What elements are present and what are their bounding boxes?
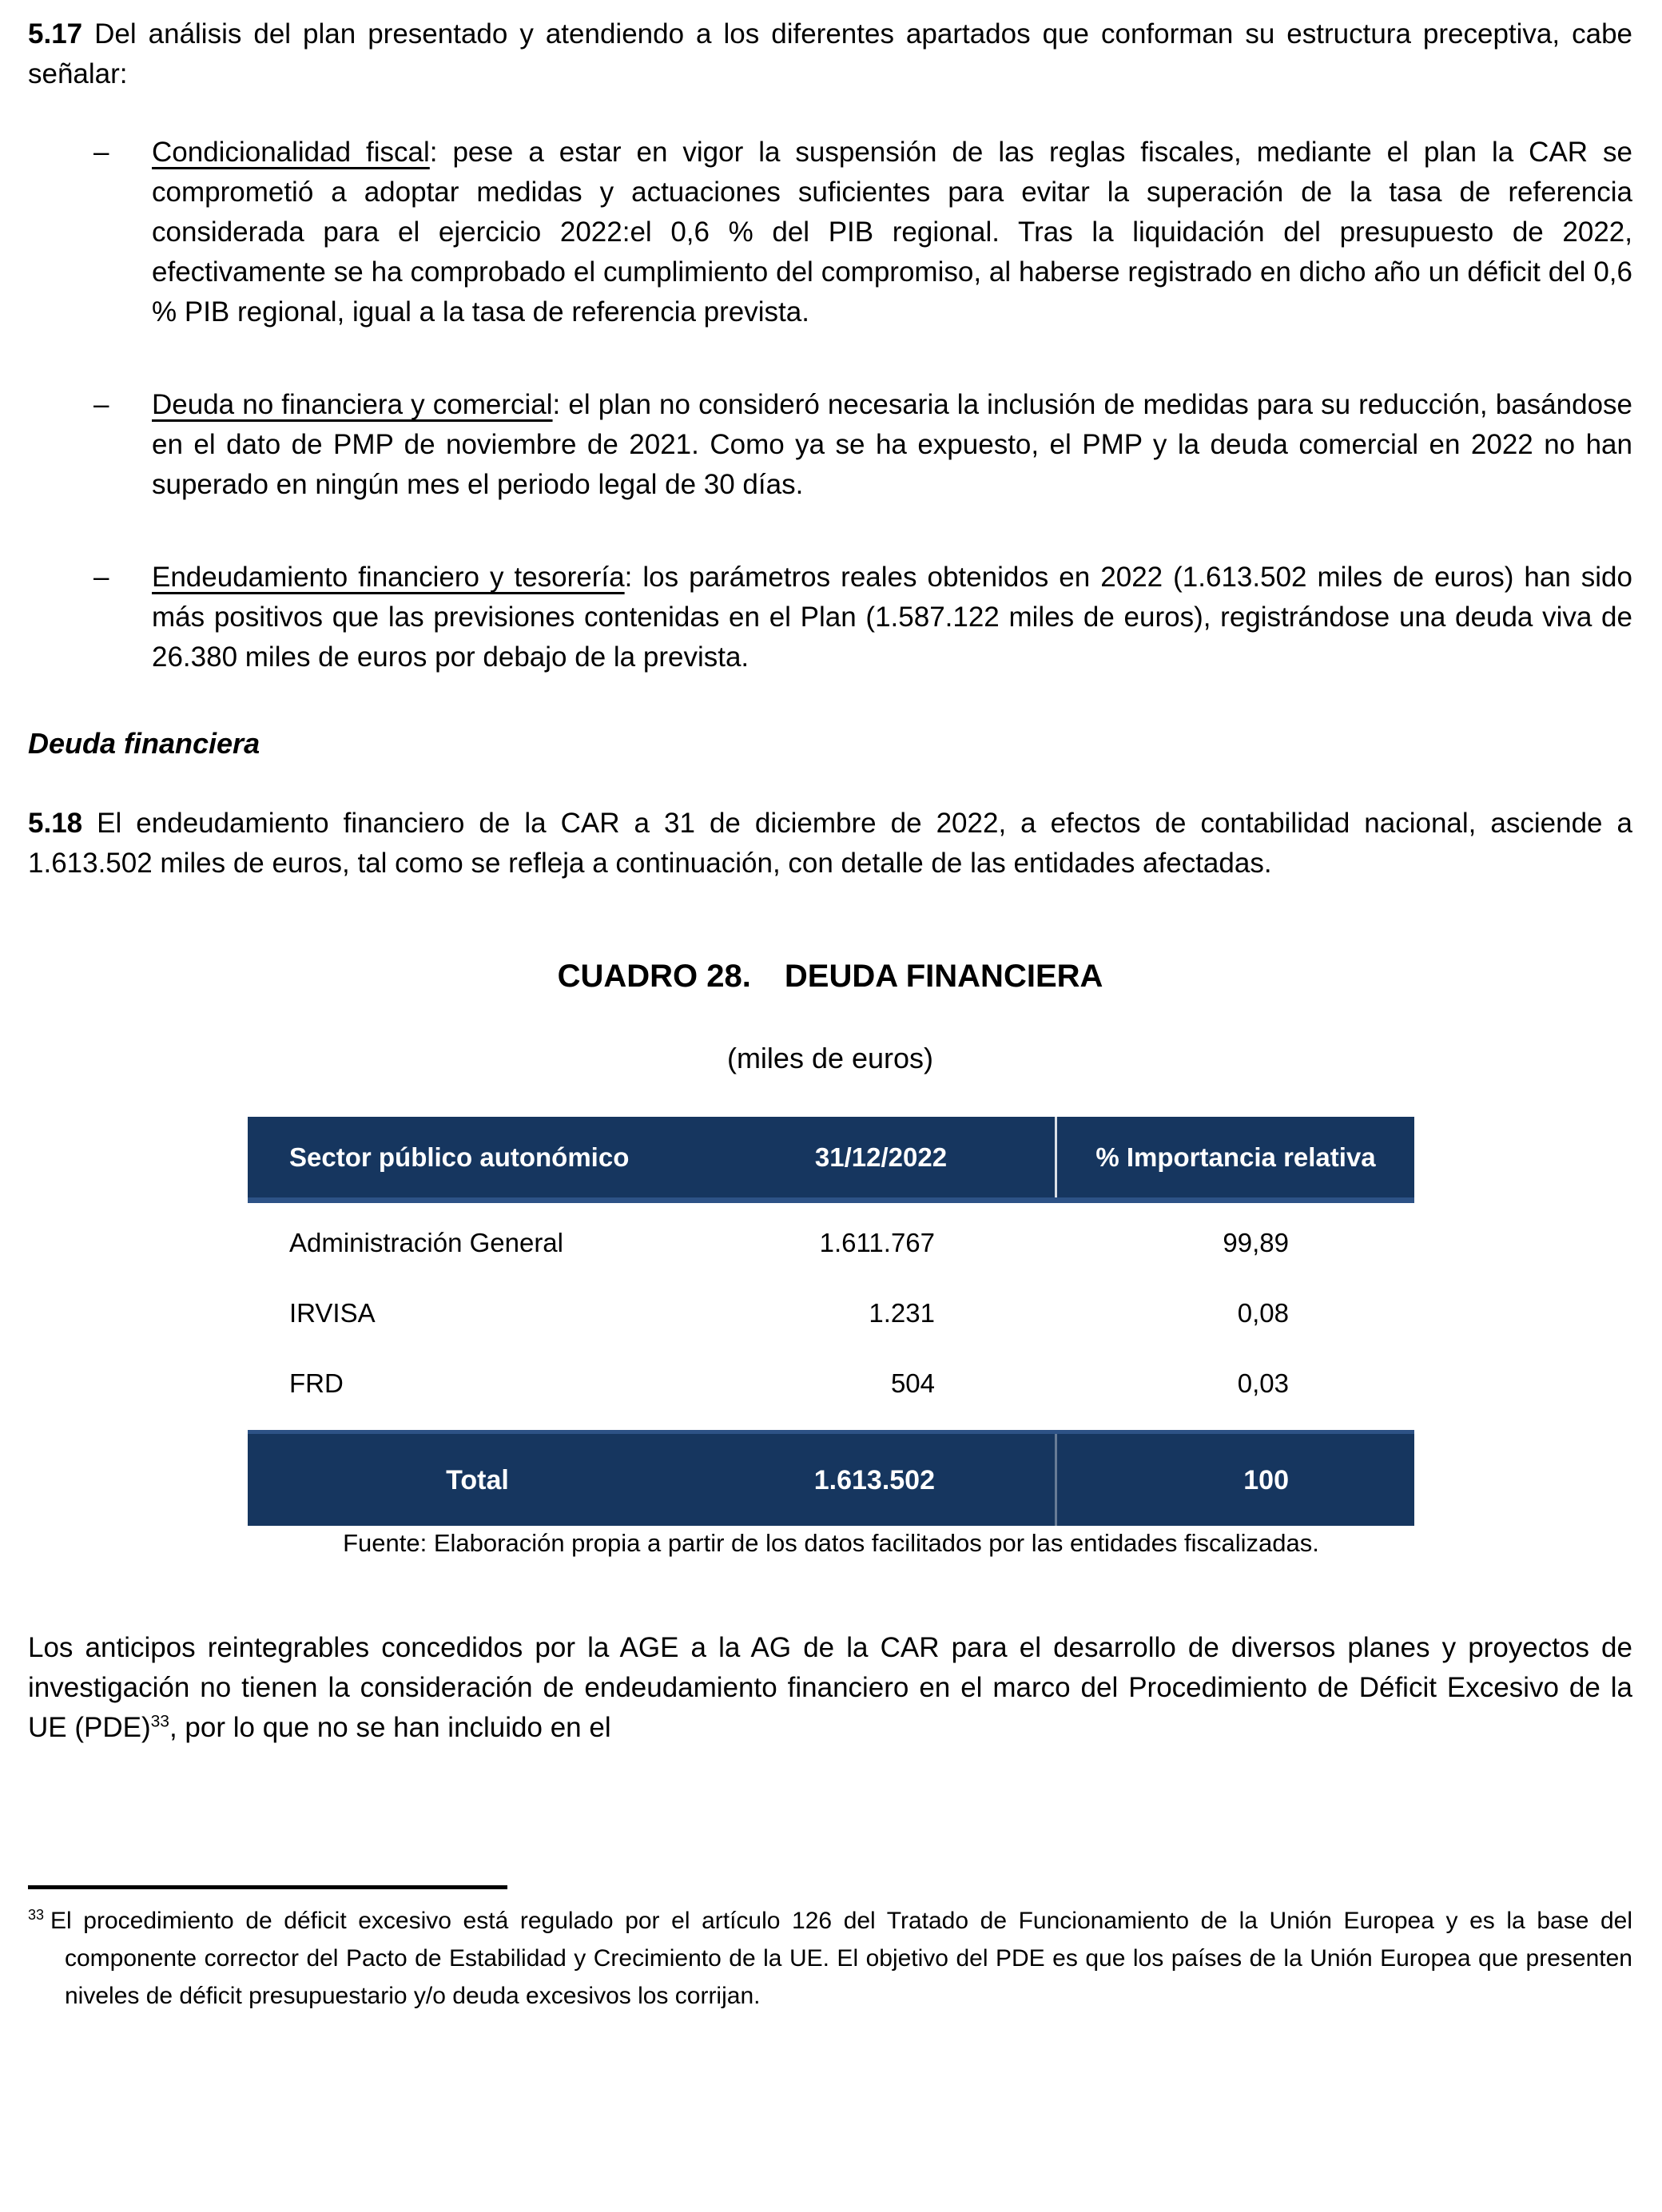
footnote-marker: 33 [28, 1907, 45, 1923]
bullet-list [28, 133, 1632, 677]
bullet-dash-icon: – [93, 562, 109, 593]
bullet-lead: Deuda no financiera y comercial [152, 389, 553, 420]
header-fecha: 31/12/2022 [814, 1142, 948, 1172]
header-sector: Sector público autonómico [289, 1142, 630, 1172]
table-title [28, 954, 1632, 999]
paragraph-text: Los anticipos reintegrables concedidos por la AGE a la AG de la CAR para el desarrollo de diversos planes y proyectos de investigación no tienen la consideración de endeudamiento financiero en el marco del Procedimiento de Déficit Excesivo de la UE (PDE) [28, 1632, 1632, 1743]
cell-pct: 99,89 [1223, 1228, 1289, 1257]
paragraph-text: , por lo que no se han incluido en el [169, 1712, 611, 1743]
bullet-lead: Endeudamiento financiero y tesorería [152, 562, 625, 593]
cell-pct: 0,03 [1237, 1368, 1289, 1398]
paragraph-number: 5.17 [28, 18, 83, 50]
footnote-reference: 33 [150, 1712, 169, 1731]
bullet-deuda-no-financiera [28, 385, 1632, 505]
bullet-text: : el plan no consideró necesaria la inclusión de medidas para su reducción, basándose en el dato de PMP de noviembre de 2021. Como ya se ha expuesto, el PMP y la deuda comercial en 2022 no han superado en ningún mes el periodo legal de 30 días. [152, 389, 1633, 500]
paragraph-anticipos [28, 1628, 1632, 1748]
paragraph-text: Del análisis del plan presentado y atendiendo a los diferentes apartados que conforman su estructura preceptiva, cabe señalar: [28, 18, 1632, 89]
cell-sector: FRD [289, 1368, 344, 1398]
footnote-33 [28, 1902, 1632, 2015]
total-valor: 1.613.502 [813, 1464, 935, 1495]
bullet-dash-icon: – [93, 389, 109, 420]
bullet-text: : los parámetros reales obtenidos en 2022 (1.613.502 miles de euros) han sido más positivos que las previsiones contenidas en el Plan (1.587.122 miles de euros), registrándose una deuda viva de 26.380 miles de euros por debajo de la prevista. [152, 562, 1632, 673]
table-title-name: DEUDA FINANCIERA [784, 959, 1103, 994]
footnote-separator-rule [28, 1885, 507, 1889]
bullet-text: : pese a estar en vigor la suspensión de las reglas fiscales, mediante el plan la CAR se comprometió a adoptar medidas y actuaciones suficientes para evitar la superación de la tasa de referencia considerada para el ejercicio 2022:el 0,6 % del PIB regional. Tras la liquidación del presupuesto de 2022, efectivamente se ha comprobado el cumplimiento del compromiso, al haberse registrado en dicho año un déficit del 0,6 % PIB regional, igual a la tasa de referencia prevista. [152, 137, 1632, 328]
table-total-row [248, 1430, 1414, 1526]
total-pct: 100 [1055, 1434, 1414, 1526]
cell-valor: 1.231 [869, 1298, 935, 1328]
units-note: (miles de euros) [726, 1042, 934, 1074]
section-heading-deuda-financiera: Deuda financiera [28, 727, 260, 760]
cell-pct: 0,08 [1237, 1298, 1289, 1328]
cell-sector: Administración General [289, 1228, 563, 1257]
table-row [248, 1348, 1414, 1419]
paragraph-5-18 [28, 804, 1632, 884]
bullet-endeudamiento-financiero [28, 558, 1632, 677]
bullet-condicionalidad-fiscal [28, 133, 1632, 332]
bullet-lead: Condicionalidad fiscal [152, 137, 430, 168]
paragraph-5-17 [28, 14, 1632, 94]
header-importancia: % Importancia relativa [1055, 1117, 1414, 1197]
table-row [248, 1208, 1414, 1278]
bullet-dash-icon: – [93, 137, 109, 168]
cell-sector: IRVISA [289, 1298, 376, 1328]
table-title-number: CUADRO 28. [557, 959, 751, 994]
table-header-row [248, 1117, 1414, 1203]
table-row [248, 1278, 1414, 1348]
deuda-financiera-table [248, 1117, 1414, 1526]
paragraph-number: 5.18 [28, 808, 83, 839]
cell-valor: 1.611.767 [819, 1228, 935, 1257]
footnote-text: El procedimiento de déficit excesivo está regulado por el artículo 126 del Tratado de Funcionamiento de la Unión Europea y es la base del componente corrector del Pacto de Estabilidad y Crecimiento de la UE. El objetivo del PDE es que los países de la Unión Europea que presenten niveles de déficit presupuestario y/o deuda excesivos los corrijan. [50, 1908, 1632, 2009]
total-label: Total [446, 1464, 509, 1495]
paragraph-text: El endeudamiento financiero de la CAR a 31 de diciembre de 2022, a efectos de contabilidad nacional, asciende a 1.613.502 miles de euros, tal como se refleja a continuación, con detalle de las entidades afectadas. [28, 808, 1633, 879]
source-line: Fuente: Elaboración propia a partir de los datos facilitados por las entidades fiscalizadas. [343, 1529, 1319, 1557]
cell-valor: 504 [890, 1368, 935, 1398]
